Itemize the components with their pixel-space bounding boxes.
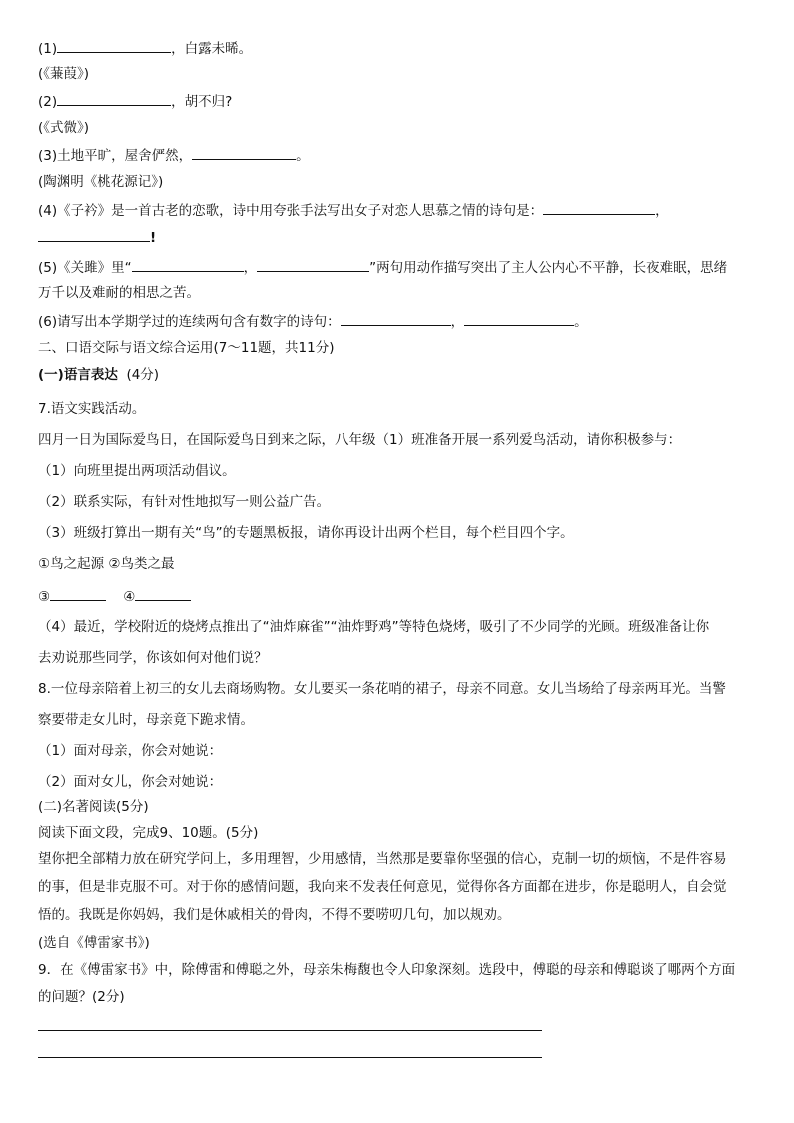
reading-passage-line-2: 的事，但是非克服不可。对于你的感情问题，我向来不发表任何意见，觉得你各方面都在进步，你是聪明人，自会觉 [38, 879, 727, 895]
q6-end: 。 [574, 314, 588, 330]
part-1-score: (4分) [126, 367, 160, 383]
q1-answer-blank[interactable] [57, 38, 171, 53]
q7-sub-3: （3）班级打算出一期有关“鸟”的专题黑板报，请你再设计出两个栏目，每个栏目四个字。 [38, 525, 574, 541]
q6-answer-blank-1[interactable] [341, 311, 451, 326]
q4-text: (4)《子衿》是一首古老的恋歌，诗中用夸张手法写出女子对恋人思慕之情的诗句是： [38, 203, 544, 219]
q7-column-3-label: ③ [38, 589, 51, 605]
q5-text-head: (5)《关雎》里“ [38, 260, 132, 276]
q1-text: ，白露未晞。 [171, 41, 253, 57]
q6-line [38, 311, 588, 332]
part-2-title: (二)名著阅读(5分) [38, 799, 149, 815]
q7-sub-2: （2）联系实际，有针对性地拟写一则公益广告。 [38, 494, 331, 510]
reading-passage-line-1: 望你把全部精力放在研究学问上，多用理智，少用感情，当然那是要靠你坚强的信心，克制一切的烦恼，不是件容易 [38, 851, 727, 867]
q4-line [38, 200, 669, 221]
q3-end: 。 [296, 148, 310, 164]
q3-line [38, 145, 310, 166]
q2-text: ，胡不归? [171, 94, 233, 110]
q2-number: (2) [38, 94, 58, 110]
q8-text: 8.一位母亲陪着上初三的女儿去商场购物。女儿要买一条花哨的裙子，母亲不同意。女儿当场给了母亲两耳光。当警 [38, 681, 726, 697]
q7-sub-4-cont: 去劝说那些同学，你该如何对他们说？ [38, 650, 268, 666]
reading-source: (选自《傅雷家书》) [38, 935, 150, 951]
q9-answer-line-1[interactable] [38, 1030, 542, 1031]
q8-text-cont: 察要带走女儿时，母亲竟下跪求情。 [38, 712, 254, 728]
q5-answer-blank-2[interactable] [257, 257, 369, 272]
part-1-title: (一)语言表达 [38, 367, 118, 383]
q1-line [38, 38, 252, 59]
q3-source: (陶渊明《桃花源记》) [38, 174, 164, 190]
part-1-heading [38, 365, 159, 385]
q4-answer-blank-2[interactable] [38, 227, 150, 242]
q3-text: (3)土地平旷，屋舍俨然， [38, 148, 193, 164]
q7-column-4-label: ④ [123, 589, 136, 605]
q4-line-2 [38, 227, 156, 248]
q5-text-tail: ”两句用动作描写突出了主人公内心不平静，长夜难眠，思绪 [369, 260, 728, 276]
q6-answer-blank-2[interactable] [464, 311, 574, 326]
q4-answer-blank-1[interactable] [543, 200, 655, 215]
q5-answer-blank-1[interactable] [132, 257, 244, 272]
q7-intro: 四月一日为国际爱鸟日，在国际爱鸟日到来之际，八年级（1）班准备开展一系列爱鸟活动，请你积极参与： [38, 432, 682, 448]
q7-column-3-blank[interactable] [50, 586, 106, 601]
q7-title: 7.语文实践活动。 [38, 401, 146, 417]
q3-answer-blank[interactable] [192, 145, 296, 160]
q1-source: (《蒹葭》) [38, 66, 90, 82]
q7-sub-1: （1）向班里提出两项活动倡议。 [38, 463, 236, 479]
q4-comma: ， [655, 203, 669, 219]
q5-comma: ， [243, 260, 258, 276]
q4-end: ! [150, 230, 157, 246]
q9-text-cont: 的问题？(2分) [38, 989, 125, 1005]
q6-comma: ， [450, 314, 465, 330]
q8-sub-1: （1）面对母亲，你会对她说： [38, 743, 223, 759]
reading-prompt: 阅读下面文段，完成9、10题。(5分) [38, 825, 259, 841]
q2-line [38, 91, 232, 112]
reading-passage-line-3: 悟的。我既是你妈妈，我们是休戚相关的骨肉，不得不要唠叨几句，加以规劝。 [38, 907, 511, 923]
q2-answer-blank[interactable] [57, 91, 171, 106]
section-2-title: 二、口语交际与语文综合运用(7～11题，共11分) [38, 340, 335, 356]
q7-examples: ①鸟之起源 ②鸟类之最 [38, 556, 175, 572]
q7-column-blanks [38, 586, 191, 607]
q9-text: 9．在《傅雷家书》中，除傅雷和傅聪之外，母亲朱梅馥也令人印象深刻。选段中，傅聪的母亲和傅聪谈了哪两个方面 [38, 962, 736, 978]
q2-source: (《式微》) [38, 120, 90, 136]
q6-text: (6)请写出本学期学过的连续两句含有数字的诗句： [38, 314, 341, 330]
q5-line-2: 万千以及难耐的相思之苦。 [38, 285, 200, 301]
q5-line [38, 257, 727, 278]
q1-number: (1) [38, 41, 58, 57]
q8-sub-2: （2）面对女儿，你会对她说： [38, 774, 223, 790]
q7-column-4-blank[interactable] [135, 586, 191, 601]
q7-sub-4: （4）最近，学校附近的烧烤点推出了“油炸麻雀”“油炸野鸡”等特色烧烤，吸引了不少同学的光顾。班级准备让你 [38, 619, 710, 635]
q9-answer-line-2[interactable] [38, 1057, 542, 1058]
